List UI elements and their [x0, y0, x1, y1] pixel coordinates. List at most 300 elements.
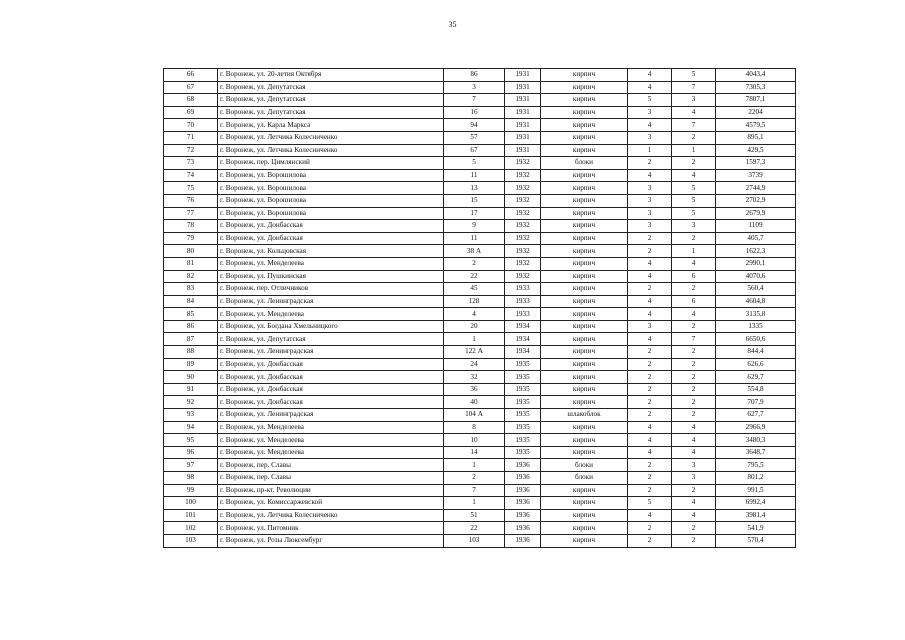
- entrances-cell: 4: [672, 308, 716, 321]
- table-row: [164, 509, 796, 522]
- house-number-cell: 9: [444, 220, 505, 233]
- wall-material-cell: кирпич: [541, 257, 628, 270]
- wall-material-cell: кирпич: [541, 308, 628, 321]
- entrances-cell: 2: [672, 358, 716, 371]
- house-number-cell: 13: [444, 182, 505, 195]
- row-number-cell: 77: [164, 207, 218, 220]
- floors-cell: 2: [628, 232, 672, 245]
- wall-material-cell: кирпич: [541, 497, 628, 510]
- address-cell: г. Воронеж, ул. Депутатская: [218, 106, 444, 119]
- address-cell: г. Воронеж, ул. Пушкинская: [218, 270, 444, 283]
- address-cell: г. Воронеж, ул. Розы Люксембург: [218, 534, 444, 547]
- table-row: [164, 534, 796, 547]
- table-row: [164, 157, 796, 170]
- address-cell: г. Воронеж, ул. Менделеева: [218, 446, 444, 459]
- floors-cell: 2: [628, 283, 672, 296]
- area-cell: 7305,3: [716, 81, 796, 94]
- wall-material-cell: блоки: [541, 472, 628, 485]
- house-number-cell: 86: [444, 69, 505, 82]
- wall-material-cell: кирпич: [541, 144, 628, 157]
- address-cell: г. Воронеж, ул. Донбасская: [218, 232, 444, 245]
- row-number-cell: 76: [164, 194, 218, 207]
- area-cell: 629,7: [716, 371, 796, 384]
- entrances-cell: 2: [672, 534, 716, 547]
- row-number-cell: 66: [164, 69, 218, 82]
- area-cell: 707,9: [716, 396, 796, 409]
- address-cell: г. Воронеж, ул. Депутатская: [218, 94, 444, 107]
- table-row: [164, 472, 796, 485]
- row-number-cell: 72: [164, 144, 218, 157]
- address-cell: г. Воронеж, ул. Донбасская: [218, 220, 444, 233]
- area-cell: 1335: [716, 320, 796, 333]
- entrances-cell: 2: [672, 232, 716, 245]
- table-row: [164, 94, 796, 107]
- house-number-cell: 8: [444, 421, 505, 434]
- row-number-cell: 83: [164, 283, 218, 296]
- wall-material-cell: кирпич: [541, 484, 628, 497]
- row-number-cell: 71: [164, 131, 218, 144]
- build-year-cell: 1936: [505, 509, 541, 522]
- table-row: [164, 232, 796, 245]
- table-row: [164, 484, 796, 497]
- row-number-cell: 102: [164, 522, 218, 535]
- build-year-cell: 1934: [505, 320, 541, 333]
- area-cell: 3739: [716, 169, 796, 182]
- floors-cell: 5: [628, 94, 672, 107]
- build-year-cell: 1935: [505, 383, 541, 396]
- build-year-cell: 1931: [505, 81, 541, 94]
- row-number-cell: 95: [164, 434, 218, 447]
- floors-cell: 4: [628, 446, 672, 459]
- table-row: [164, 69, 796, 82]
- area-cell: 895,1: [716, 131, 796, 144]
- floors-cell: 4: [628, 333, 672, 346]
- wall-material-cell: кирпич: [541, 434, 628, 447]
- address-cell: г. Воронеж, ул. Донбасская: [218, 358, 444, 371]
- area-cell: 626,6: [716, 358, 796, 371]
- entrances-cell: 2: [672, 131, 716, 144]
- wall-material-cell: кирпич: [541, 69, 628, 82]
- table-row: [164, 320, 796, 333]
- house-number-cell: 16: [444, 106, 505, 119]
- wall-material-cell: кирпич: [541, 333, 628, 346]
- build-year-cell: 1932: [505, 220, 541, 233]
- row-number-cell: 103: [164, 534, 218, 547]
- build-year-cell: 1932: [505, 207, 541, 220]
- address-cell: г. Воронеж, ул. Летчика Колесниченко: [218, 131, 444, 144]
- entrances-cell: 4: [672, 434, 716, 447]
- row-number-cell: 78: [164, 220, 218, 233]
- area-cell: 1109: [716, 220, 796, 233]
- table-row: [164, 396, 796, 409]
- entrances-cell: 2: [672, 383, 716, 396]
- wall-material-cell: кирпич: [541, 106, 628, 119]
- entrances-cell: 4: [672, 106, 716, 119]
- table-row: [164, 371, 796, 384]
- wall-material-cell: кирпич: [541, 207, 628, 220]
- table-row: [164, 207, 796, 220]
- house-number-cell: 57: [444, 131, 505, 144]
- entrances-cell: 5: [672, 182, 716, 195]
- floors-cell: 2: [628, 346, 672, 359]
- build-year-cell: 1935: [505, 371, 541, 384]
- area-cell: 1597,3: [716, 157, 796, 170]
- floors-cell: 3: [628, 131, 672, 144]
- address-cell: г. Воронеж, ул. Ворошилова: [218, 169, 444, 182]
- area-cell: 4604,8: [716, 295, 796, 308]
- house-number-cell: 1: [444, 459, 505, 472]
- address-cell: г. Воронеж, ул. Менделеева: [218, 421, 444, 434]
- address-cell: г. Воронеж, пер. Цимлянский: [218, 157, 444, 170]
- build-year-cell: 1936: [505, 459, 541, 472]
- wall-material-cell: кирпич: [541, 346, 628, 359]
- floors-cell: 4: [628, 257, 672, 270]
- build-year-cell: 1931: [505, 131, 541, 144]
- row-number-cell: 97: [164, 459, 218, 472]
- address-cell: г. Воронеж, ул. Ленинградская: [218, 295, 444, 308]
- floors-cell: 4: [628, 308, 672, 321]
- house-number-cell: 4: [444, 308, 505, 321]
- build-year-cell: 1936: [505, 522, 541, 535]
- area-cell: 554,8: [716, 383, 796, 396]
- floors-cell: 1: [628, 144, 672, 157]
- row-number-cell: 88: [164, 346, 218, 359]
- house-number-cell: 45: [444, 283, 505, 296]
- floors-cell: 3: [628, 320, 672, 333]
- wall-material-cell: кирпич: [541, 119, 628, 132]
- entrances-cell: 5: [672, 194, 716, 207]
- table-row: [164, 383, 796, 396]
- row-number-cell: 67: [164, 81, 218, 94]
- table-row: [164, 333, 796, 346]
- row-number-cell: 81: [164, 257, 218, 270]
- wall-material-cell: блоки: [541, 157, 628, 170]
- wall-material-cell: шлакоблок: [541, 409, 628, 422]
- house-number-cell: 10: [444, 434, 505, 447]
- row-number-cell: 68: [164, 94, 218, 107]
- row-number-cell: 69: [164, 106, 218, 119]
- entrances-cell: 2: [672, 346, 716, 359]
- floors-cell: 4: [628, 81, 672, 94]
- house-number-cell: 3: [444, 81, 505, 94]
- wall-material-cell: кирпич: [541, 94, 628, 107]
- address-cell: г. Воронеж, ул. Кольцовская: [218, 245, 444, 258]
- row-number-cell: 91: [164, 383, 218, 396]
- floors-cell: 4: [628, 119, 672, 132]
- table-row: [164, 81, 796, 94]
- house-number-cell: 38 А: [444, 245, 505, 258]
- house-number-cell: 7: [444, 94, 505, 107]
- wall-material-cell: кирпич: [541, 283, 628, 296]
- entrances-cell: 4: [672, 497, 716, 510]
- row-number-cell: 100: [164, 497, 218, 510]
- entrances-cell: 3: [672, 459, 716, 472]
- table-row: [164, 497, 796, 510]
- area-cell: 405,7: [716, 232, 796, 245]
- address-cell: г. Воронеж, ул. Ворошилова: [218, 182, 444, 195]
- housing-register-table: [163, 68, 796, 548]
- floors-cell: 4: [628, 270, 672, 283]
- entrances-cell: 3: [672, 472, 716, 485]
- table-row: [164, 144, 796, 157]
- address-cell: г. Воронеж, ул. Богдана Хмельницкого: [218, 320, 444, 333]
- house-number-cell: 15: [444, 194, 505, 207]
- floors-cell: 3: [628, 220, 672, 233]
- build-year-cell: 1935: [505, 446, 541, 459]
- area-cell: 4070,6: [716, 270, 796, 283]
- entrances-cell: 3: [672, 94, 716, 107]
- wall-material-cell: кирпич: [541, 446, 628, 459]
- wall-material-cell: кирпич: [541, 320, 628, 333]
- area-cell: 991,5: [716, 484, 796, 497]
- table-row: [164, 421, 796, 434]
- area-cell: 795,5: [716, 459, 796, 472]
- build-year-cell: 1932: [505, 157, 541, 170]
- row-number-cell: 94: [164, 421, 218, 434]
- build-year-cell: 1933: [505, 308, 541, 321]
- table-row: [164, 131, 796, 144]
- build-year-cell: 1936: [505, 472, 541, 485]
- wall-material-cell: кирпич: [541, 182, 628, 195]
- row-number-cell: 96: [164, 446, 218, 459]
- house-number-cell: 20: [444, 320, 505, 333]
- table-row: [164, 106, 796, 119]
- entrances-cell: 2: [672, 409, 716, 422]
- house-number-cell: 14: [444, 446, 505, 459]
- row-number-cell: 80: [164, 245, 218, 258]
- entrances-cell: 7: [672, 81, 716, 94]
- address-cell: г. Воронеж, ул. Карла Маркса: [218, 119, 444, 132]
- house-number-cell: 22: [444, 522, 505, 535]
- row-number-cell: 86: [164, 320, 218, 333]
- address-cell: г. Воронеж, пер. Славы: [218, 472, 444, 485]
- wall-material-cell: кирпич: [541, 220, 628, 233]
- build-year-cell: 1935: [505, 396, 541, 409]
- area-cell: 3135,8: [716, 308, 796, 321]
- build-year-cell: 1932: [505, 169, 541, 182]
- entrances-cell: 5: [672, 207, 716, 220]
- floors-cell: 2: [628, 472, 672, 485]
- row-number-cell: 90: [164, 371, 218, 384]
- address-cell: г. Воронеж, ул. Менделеева: [218, 434, 444, 447]
- row-number-cell: 79: [164, 232, 218, 245]
- floors-cell: 3: [628, 106, 672, 119]
- build-year-cell: 1933: [505, 283, 541, 296]
- entrances-cell: 2: [672, 320, 716, 333]
- entrances-cell: 6: [672, 270, 716, 283]
- house-number-cell: 104 А: [444, 409, 505, 422]
- house-number-cell: 103: [444, 534, 505, 547]
- build-year-cell: 1934: [505, 333, 541, 346]
- area-cell: 570,4: [716, 534, 796, 547]
- area-cell: 2744,9: [716, 182, 796, 195]
- build-year-cell: 1936: [505, 497, 541, 510]
- house-number-cell: 11: [444, 232, 505, 245]
- table-row: [164, 119, 796, 132]
- table-row: [164, 522, 796, 535]
- row-number-cell: 75: [164, 182, 218, 195]
- table-row: [164, 194, 796, 207]
- table-row: [164, 257, 796, 270]
- row-number-cell: 84: [164, 295, 218, 308]
- build-year-cell: 1931: [505, 144, 541, 157]
- area-cell: 2990,1: [716, 257, 796, 270]
- build-year-cell: 1932: [505, 194, 541, 207]
- wall-material-cell: кирпич: [541, 131, 628, 144]
- wall-material-cell: кирпич: [541, 358, 628, 371]
- build-year-cell: 1931: [505, 69, 541, 82]
- row-number-cell: 93: [164, 409, 218, 422]
- house-number-cell: 36: [444, 383, 505, 396]
- entrances-cell: 1: [672, 245, 716, 258]
- floors-cell: 4: [628, 509, 672, 522]
- build-year-cell: 1932: [505, 182, 541, 195]
- build-year-cell: 1936: [505, 484, 541, 497]
- address-cell: г. Воронеж, ул. Донбасская: [218, 371, 444, 384]
- house-number-cell: 5: [444, 157, 505, 170]
- wall-material-cell: кирпич: [541, 81, 628, 94]
- address-cell: г. Воронеж, ул. 20-летия Октября: [218, 69, 444, 82]
- entrances-cell: 7: [672, 119, 716, 132]
- build-year-cell: 1931: [505, 106, 541, 119]
- table-body: [164, 69, 796, 548]
- house-number-cell: 7: [444, 484, 505, 497]
- row-number-cell: 87: [164, 333, 218, 346]
- row-number-cell: 85: [164, 308, 218, 321]
- row-number-cell: 70: [164, 119, 218, 132]
- floors-cell: 2: [628, 534, 672, 547]
- wall-material-cell: кирпич: [541, 270, 628, 283]
- floors-cell: 2: [628, 157, 672, 170]
- floors-cell: 2: [628, 371, 672, 384]
- floors-cell: 2: [628, 245, 672, 258]
- area-cell: 7807,1: [716, 94, 796, 107]
- build-year-cell: 1933: [505, 295, 541, 308]
- build-year-cell: 1936: [505, 534, 541, 547]
- table-row: [164, 283, 796, 296]
- house-number-cell: 94: [444, 119, 505, 132]
- house-number-cell: 22: [444, 270, 505, 283]
- address-cell: г. Воронеж, ул. Менделеева: [218, 308, 444, 321]
- area-cell: 3981,4: [716, 509, 796, 522]
- address-cell: г. Воронеж, пер. Славы: [218, 459, 444, 472]
- floors-cell: 2: [628, 522, 672, 535]
- address-cell: г. Воронеж, ул. Донбасская: [218, 383, 444, 396]
- area-cell: 6992,4: [716, 497, 796, 510]
- floors-cell: 2: [628, 396, 672, 409]
- table-row: [164, 220, 796, 233]
- house-number-cell: 32: [444, 371, 505, 384]
- row-number-cell: 101: [164, 509, 218, 522]
- area-cell: 2966,9: [716, 421, 796, 434]
- entrances-cell: 1: [672, 144, 716, 157]
- build-year-cell: 1935: [505, 409, 541, 422]
- entrances-cell: 4: [672, 421, 716, 434]
- table-row: [164, 358, 796, 371]
- wall-material-cell: кирпич: [541, 232, 628, 245]
- house-number-cell: 2: [444, 257, 505, 270]
- wall-material-cell: кирпич: [541, 169, 628, 182]
- floors-cell: 3: [628, 194, 672, 207]
- floors-cell: 2: [628, 409, 672, 422]
- area-cell: 541,9: [716, 522, 796, 535]
- build-year-cell: 1934: [505, 346, 541, 359]
- entrances-cell: 3: [672, 220, 716, 233]
- build-year-cell: 1935: [505, 421, 541, 434]
- row-number-cell: 74: [164, 169, 218, 182]
- wall-material-cell: кирпич: [541, 421, 628, 434]
- table-row: [164, 270, 796, 283]
- entrances-cell: 6: [672, 295, 716, 308]
- entrances-cell: 2: [672, 522, 716, 535]
- table-row: [164, 295, 796, 308]
- floors-cell: 5: [628, 497, 672, 510]
- address-cell: г. Воронеж, пр-кт. Революции: [218, 484, 444, 497]
- wall-material-cell: кирпич: [541, 371, 628, 384]
- floors-cell: 4: [628, 69, 672, 82]
- area-cell: 429,5: [716, 144, 796, 157]
- area-cell: 3648,7: [716, 446, 796, 459]
- address-cell: г. Воронеж, ул. Летчика Колесниченко: [218, 509, 444, 522]
- table-row: [164, 245, 796, 258]
- wall-material-cell: кирпич: [541, 295, 628, 308]
- table-row: [164, 169, 796, 182]
- house-number-cell: 67: [444, 144, 505, 157]
- row-number-cell: 92: [164, 396, 218, 409]
- entrances-cell: 4: [672, 446, 716, 459]
- floors-cell: 4: [628, 421, 672, 434]
- row-number-cell: 99: [164, 484, 218, 497]
- floors-cell: 4: [628, 295, 672, 308]
- row-number-cell: 73: [164, 157, 218, 170]
- floors-cell: 2: [628, 459, 672, 472]
- build-year-cell: 1935: [505, 358, 541, 371]
- address-cell: г. Воронеж, ул. Питомник: [218, 522, 444, 535]
- entrances-cell: 2: [672, 371, 716, 384]
- address-cell: г. Воронеж, ул. Комиссаржевской: [218, 497, 444, 510]
- table-row: [164, 308, 796, 321]
- wall-material-cell: кирпич: [541, 396, 628, 409]
- entrances-cell: 2: [672, 283, 716, 296]
- address-cell: г. Воронеж, ул. Ленинградская: [218, 409, 444, 422]
- build-year-cell: 1931: [505, 94, 541, 107]
- address-cell: г. Воронеж, ул. Депутатская: [218, 81, 444, 94]
- wall-material-cell: блоки: [541, 459, 628, 472]
- wall-material-cell: кирпич: [541, 534, 628, 547]
- floors-cell: 2: [628, 383, 672, 396]
- build-year-cell: 1932: [505, 245, 541, 258]
- area-cell: 3480,3: [716, 434, 796, 447]
- table-row: [164, 434, 796, 447]
- row-number-cell: 98: [164, 472, 218, 485]
- area-cell: 844,4: [716, 346, 796, 359]
- floors-cell: 3: [628, 207, 672, 220]
- build-year-cell: 1935: [505, 434, 541, 447]
- wall-material-cell: кирпич: [541, 522, 628, 535]
- entrances-cell: 7: [672, 333, 716, 346]
- area-cell: 560,4: [716, 283, 796, 296]
- area-cell: 801,2: [716, 472, 796, 485]
- house-number-cell: 11: [444, 169, 505, 182]
- house-number-cell: 2: [444, 472, 505, 485]
- area-cell: 6650,6: [716, 333, 796, 346]
- wall-material-cell: кирпич: [541, 509, 628, 522]
- table-row: [164, 346, 796, 359]
- build-year-cell: 1932: [505, 257, 541, 270]
- address-cell: г. Воронеж, ул. Летчика Колесниченко: [218, 144, 444, 157]
- address-cell: г. Воронеж, ул. Депутатская: [218, 333, 444, 346]
- house-number-cell: 122 А: [444, 346, 505, 359]
